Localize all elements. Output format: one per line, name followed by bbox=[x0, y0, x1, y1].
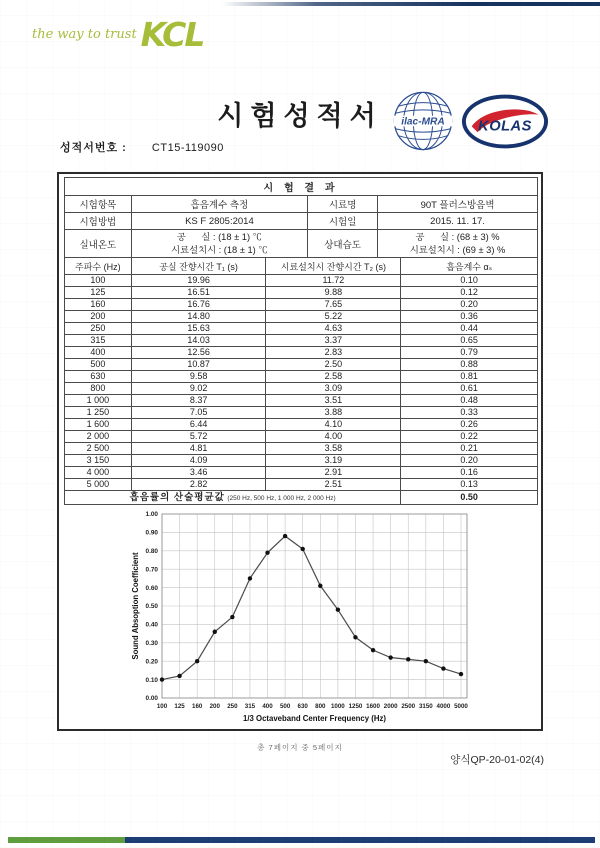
table-cell: 3.46 bbox=[131, 467, 266, 479]
svg-text:400: 400 bbox=[262, 703, 273, 710]
table-cell: 2.50 bbox=[266, 359, 401, 371]
table-cell: 160 bbox=[65, 299, 132, 311]
brand-mark: KCL bbox=[140, 15, 204, 54]
table-cell: 5.72 bbox=[131, 431, 266, 443]
table-row bbox=[65, 443, 538, 455]
average-row bbox=[65, 491, 538, 505]
svg-text:1600: 1600 bbox=[366, 703, 380, 710]
svg-text:0.00: 0.00 bbox=[145, 695, 158, 703]
svg-text:200: 200 bbox=[209, 703, 220, 710]
table-row bbox=[65, 455, 538, 467]
bottom-bar-green-segment bbox=[8, 837, 125, 843]
table-cell: 400 bbox=[65, 347, 132, 359]
table-row bbox=[65, 299, 538, 311]
table-cell: 0.61 bbox=[401, 383, 538, 395]
svg-text:0.60: 0.60 bbox=[145, 584, 158, 592]
svg-text:630: 630 bbox=[297, 703, 308, 710]
table-cell: 500 bbox=[65, 359, 132, 371]
data-point bbox=[195, 659, 199, 663]
table-cell: 2.51 bbox=[266, 479, 401, 491]
room-temp-line2: 시료설치시 : (18 ± 1) ℃ bbox=[171, 244, 268, 255]
table-cell: 0.13 bbox=[401, 479, 538, 491]
test-info-table bbox=[64, 177, 538, 258]
x-axis-title: 1/3 Octaveband Center Frequency (Hz) bbox=[243, 714, 386, 723]
brand-tagline: the way to trust bbox=[32, 27, 137, 42]
table-cell: 100 bbox=[65, 275, 132, 287]
table-cell: 6.44 bbox=[131, 419, 266, 431]
accreditation-badges bbox=[392, 90, 550, 152]
table-cell: 16.76 bbox=[131, 299, 266, 311]
svg-text:0.90: 0.90 bbox=[145, 529, 158, 537]
table-cell: 3.51 bbox=[266, 395, 401, 407]
table-cell: 9.02 bbox=[131, 383, 266, 395]
svg-text:0.50: 0.50 bbox=[145, 603, 158, 611]
svg-text:0.80: 0.80 bbox=[145, 548, 158, 555]
svg-text:1.00: 1.00 bbox=[145, 511, 158, 519]
column-header: 흡음계수 αₛ bbox=[401, 258, 538, 275]
svg-text:4000: 4000 bbox=[436, 703, 451, 710]
table-cell: 0.10 bbox=[401, 275, 538, 287]
svg-text:250: 250 bbox=[227, 703, 238, 710]
table-cell: 2 000 bbox=[65, 431, 132, 443]
table-cell: 4 000 bbox=[65, 467, 132, 479]
table-cell: 4.81 bbox=[131, 443, 266, 455]
column-header: 공실 잔향시간 T₁ (s) bbox=[131, 258, 266, 275]
svg-text:315: 315 bbox=[244, 703, 256, 710]
table-cell: 2.83 bbox=[266, 347, 401, 359]
table-cell: 7.65 bbox=[266, 299, 401, 311]
table-cell: 4.63 bbox=[266, 323, 401, 335]
table-cell: 1 000 bbox=[65, 395, 132, 407]
table-cell: 3.19 bbox=[266, 455, 401, 467]
svg-text:800: 800 bbox=[315, 703, 326, 710]
table-cell: 0.20 bbox=[401, 299, 538, 311]
svg-text:0.40: 0.40 bbox=[145, 621, 158, 629]
svg-text:2000: 2000 bbox=[383, 703, 398, 710]
kcl-logo bbox=[32, 15, 204, 54]
room-temp-line1: 공 실 : (18 ± 1) ℃ bbox=[176, 232, 262, 243]
table-row bbox=[65, 467, 538, 479]
average-label: 흡음률의 산술평균값 bbox=[129, 491, 225, 503]
result-box bbox=[57, 172, 543, 731]
table-cell: 0.33 bbox=[401, 407, 538, 419]
report-number-line bbox=[60, 139, 224, 155]
data-point bbox=[265, 550, 269, 554]
measurement-table bbox=[64, 257, 538, 505]
table-row bbox=[65, 419, 538, 431]
table-cell: 10.87 bbox=[131, 359, 266, 371]
table-cell: 5 000 bbox=[65, 479, 132, 491]
table-row bbox=[65, 311, 538, 323]
table-cell: 14.80 bbox=[131, 311, 266, 323]
table-row bbox=[65, 275, 538, 287]
info-label-sample-name: 시료명 bbox=[308, 196, 378, 213]
info-value-test-method: KS F 2805:2014 bbox=[131, 213, 307, 230]
data-line bbox=[162, 536, 461, 680]
absorption-coefficient-chart bbox=[64, 506, 538, 734]
table-cell: 0.16 bbox=[401, 467, 538, 479]
table-row bbox=[65, 335, 538, 347]
column-header: 시료설치시 잔향시간 T₂ (s) bbox=[266, 258, 401, 275]
table-cell: 800 bbox=[65, 383, 132, 395]
table-cell: 630 bbox=[65, 371, 132, 383]
svg-text:125: 125 bbox=[174, 703, 185, 710]
humidity-line2: 시료설치시 : (69 ± 3) % bbox=[409, 244, 506, 255]
info-label-test-date: 시험일 bbox=[308, 213, 378, 230]
table-cell: 2.58 bbox=[266, 371, 401, 383]
info-value-humidity bbox=[378, 230, 538, 258]
info-value-room-temp bbox=[131, 230, 307, 258]
data-point bbox=[371, 648, 375, 652]
svg-text:2500: 2500 bbox=[401, 703, 416, 710]
table-cell: 7.05 bbox=[131, 407, 266, 419]
table-cell: 315 bbox=[65, 335, 132, 347]
table-cell: 0.81 bbox=[401, 371, 538, 383]
table-cell: 9.88 bbox=[266, 287, 401, 299]
table-cell: 0.65 bbox=[401, 335, 538, 347]
table-cell: 2 500 bbox=[65, 443, 132, 455]
table-cell: 9.58 bbox=[131, 371, 266, 383]
data-point bbox=[230, 615, 234, 619]
x-axis-tick-labels bbox=[157, 703, 469, 710]
chart-gridlines bbox=[162, 514, 467, 698]
svg-text:1250: 1250 bbox=[348, 703, 363, 710]
svg-text:5000: 5000 bbox=[454, 703, 468, 710]
table-cell: 1 250 bbox=[65, 407, 132, 419]
data-point bbox=[441, 666, 445, 670]
svg-text:0.30: 0.30 bbox=[145, 640, 158, 647]
top-gradient-rule bbox=[222, 2, 600, 6]
table-cell: 12.56 bbox=[131, 347, 266, 359]
page-count-text: 총 7페이지 중 5페이지 bbox=[257, 743, 343, 752]
svg-text:1000: 1000 bbox=[330, 703, 345, 710]
svg-text:500: 500 bbox=[279, 703, 291, 710]
humidity-line1: 공 실 : (68 ± 3) % bbox=[415, 232, 500, 243]
table-row bbox=[65, 359, 538, 371]
data-point bbox=[248, 576, 252, 580]
table-row bbox=[65, 395, 538, 407]
table-cell: 0.22 bbox=[401, 431, 538, 443]
ilac-mra-badge-text: ilac-MRA bbox=[401, 116, 445, 128]
table-cell: 0.21 bbox=[401, 443, 538, 455]
info-value-test-date: 2015. 11. 17. bbox=[378, 213, 538, 230]
table-cell: 250 bbox=[65, 323, 132, 335]
section-title: 시 험 결 과 bbox=[65, 178, 538, 196]
data-point bbox=[424, 659, 428, 663]
table-row bbox=[65, 431, 538, 443]
table-cell: 2.91 bbox=[266, 467, 401, 479]
data-point bbox=[388, 655, 392, 659]
column-header: 주파수 (Hz) bbox=[65, 258, 132, 275]
info-label-test-method: 시험방법 bbox=[65, 213, 132, 230]
table-cell: 125 bbox=[65, 287, 132, 299]
svg-text:0.70: 0.70 bbox=[145, 566, 158, 574]
table-cell: 0.36 bbox=[401, 311, 538, 323]
table-cell: 4.09 bbox=[131, 455, 266, 467]
data-point bbox=[318, 584, 322, 588]
table-cell: 0.20 bbox=[401, 455, 538, 467]
info-label-humidity: 상대습도 bbox=[308, 230, 378, 258]
table-row bbox=[65, 371, 538, 383]
info-value-test-item: 흡음계수 측정 bbox=[131, 196, 307, 213]
info-value-sample-name: 90T 플러스방음벽 bbox=[378, 196, 538, 213]
table-cell: 8.37 bbox=[131, 395, 266, 407]
table-cell: 0.44 bbox=[401, 323, 538, 335]
data-point bbox=[353, 635, 357, 639]
table-cell: 3.58 bbox=[266, 443, 401, 455]
table-cell: 4.00 bbox=[266, 431, 401, 443]
data-point bbox=[213, 630, 217, 634]
table-cell: 2.82 bbox=[131, 479, 266, 491]
table-row bbox=[65, 407, 538, 419]
table-cell: 15.63 bbox=[131, 323, 266, 335]
table-cell: 3 150 bbox=[65, 455, 132, 467]
table-cell: 0.12 bbox=[401, 287, 538, 299]
ilac-mra-badge-icon bbox=[392, 90, 454, 152]
y-axis-tick-labels bbox=[146, 511, 159, 702]
data-point bbox=[459, 672, 463, 676]
table-row bbox=[65, 323, 538, 335]
table-row bbox=[65, 287, 538, 299]
kolas-badge-text: KOLAS bbox=[478, 117, 532, 134]
kolas-badge-icon bbox=[460, 93, 550, 150]
measurement-body bbox=[65, 275, 538, 491]
table-cell: 3.37 bbox=[266, 335, 401, 347]
table-cell: 0.88 bbox=[401, 359, 538, 371]
bottom-bar-navy-segment bbox=[125, 837, 595, 843]
table-cell: 3.09 bbox=[266, 383, 401, 395]
chart-area bbox=[64, 506, 538, 734]
table-cell: 1 600 bbox=[65, 419, 132, 431]
data-point bbox=[406, 657, 410, 661]
table-cell: 5.22 bbox=[266, 311, 401, 323]
measurement-header-row bbox=[65, 258, 538, 275]
svg-text:0.20: 0.20 bbox=[145, 658, 158, 666]
info-label-room-temp: 실내온도 bbox=[65, 230, 132, 258]
table-row bbox=[65, 479, 538, 491]
table-cell: 14.03 bbox=[131, 335, 266, 347]
data-point bbox=[336, 607, 340, 611]
bottom-color-bar bbox=[8, 837, 595, 843]
table-cell: 4.10 bbox=[266, 419, 401, 431]
report-number-value: CT15-119090 bbox=[151, 142, 224, 154]
form-number-text: 양식QP-20-01-02(4) bbox=[450, 754, 544, 766]
y-axis-title: Sound Absoption Coefficient bbox=[131, 552, 140, 660]
table-cell: 3.88 bbox=[266, 407, 401, 419]
table-row bbox=[65, 347, 538, 359]
info-label-test-item: 시험항목 bbox=[65, 196, 132, 213]
data-point bbox=[283, 534, 287, 538]
page-title: 시험성적서 bbox=[217, 101, 383, 131]
report-number-label: 성적서번호 : bbox=[60, 142, 127, 154]
svg-text:160: 160 bbox=[192, 703, 203, 710]
data-point bbox=[301, 547, 305, 551]
table-cell: 19.96 bbox=[131, 275, 266, 287]
data-point bbox=[177, 674, 181, 678]
table-cell: 200 bbox=[65, 311, 132, 323]
table-cell: 11.72 bbox=[266, 275, 401, 287]
svg-text:3150: 3150 bbox=[418, 703, 433, 710]
table-cell: 0.26 bbox=[401, 419, 538, 431]
svg-text:0.10: 0.10 bbox=[145, 676, 158, 684]
svg-text:100: 100 bbox=[156, 703, 168, 710]
table-cell: 0.79 bbox=[401, 347, 538, 359]
average-value: 0.50 bbox=[401, 491, 538, 505]
data-point bbox=[160, 677, 164, 681]
table-row bbox=[65, 383, 538, 395]
average-note: (250 Hz, 500 Hz, 1 000 Hz, 2 000 Hz) bbox=[227, 494, 336, 502]
average-label-cell bbox=[65, 491, 401, 505]
table-cell: 16.51 bbox=[131, 287, 266, 299]
table-cell: 0.48 bbox=[401, 395, 538, 407]
